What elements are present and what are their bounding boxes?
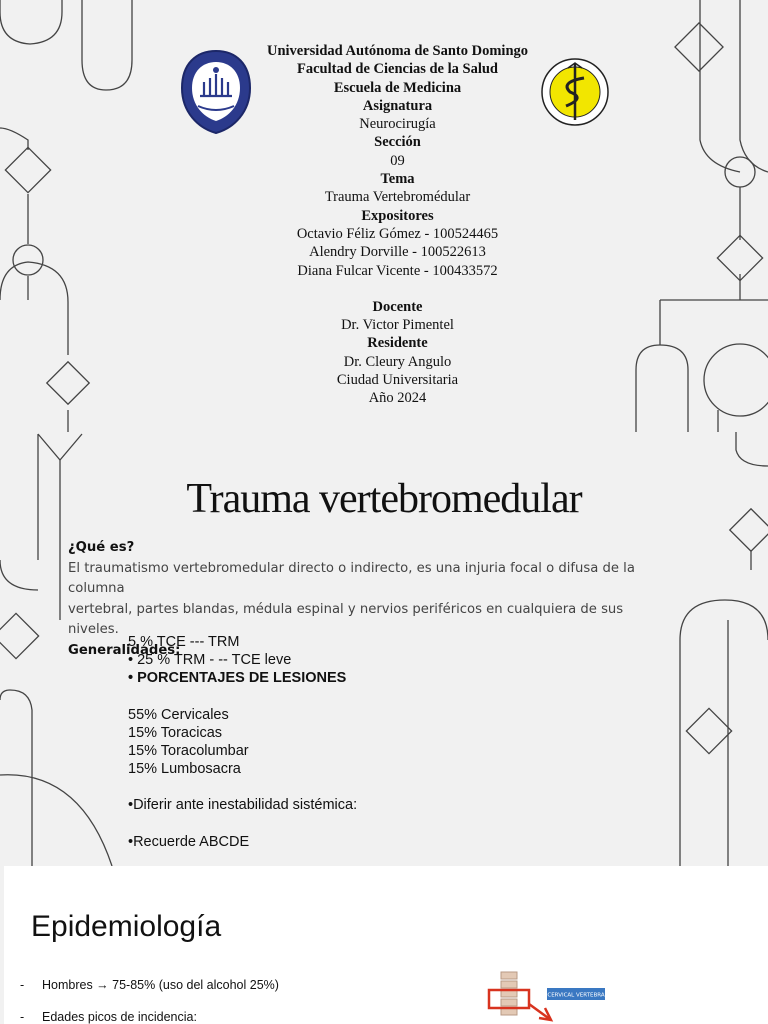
generalities-list (128, 633, 528, 851)
presenter-1: Octavio Féliz Gómez - 100524465 (296, 225, 499, 242)
presenters-label: Expositores (361, 207, 434, 224)
epidemiology-slide (4, 866, 768, 1024)
subject-label: Asignatura (362, 97, 433, 114)
university-name: Universidad Autónoma de Santo Domingo (266, 43, 529, 59)
definition-line-2: vertebral, partes blandas, médula espinal y nervios periféricos en cualquiera de sus niveles. (68, 601, 624, 637)
dash-bullet: - (20, 1010, 25, 1024)
list-item (20, 1010, 197, 1024)
presenter-3: Diana Fulcar Vicente - 100433572 (297, 262, 498, 279)
list-item: • 25 % TRM - -- TCE leve (128, 652, 292, 669)
percentage-item: 15% Lumbosacra (128, 761, 241, 778)
percentage-item: 15% Toracolumbar (128, 743, 249, 760)
percentage-item: 55% Cervicales (128, 706, 229, 723)
resident-value: Dr. Cleury Angulo (343, 353, 452, 370)
list-item: • PORCENTAJES DE LESIONES (128, 670, 347, 687)
section-value: 09 (390, 152, 405, 169)
cervical-spine-figure (459, 966, 629, 1024)
presenter-2: Alendry Dorville - 100522613 (309, 244, 486, 261)
cover-block (200, 42, 595, 408)
slide-title: Trauma vertebromedular (186, 476, 582, 522)
teacher-value: Dr. Victor Pimentel (341, 317, 454, 334)
year: Año 2024 (368, 390, 427, 407)
list-item-text: Edades picos de incidencia: (42, 1010, 197, 1024)
subject-value: Neurocirugía (359, 116, 436, 133)
list-item: 5 % TCE --- TRM (128, 634, 240, 650)
percentage-item: 15% Toracicas (128, 724, 223, 741)
topic-label: Tema (380, 171, 415, 188)
epidemiology-title: Epidemiología (31, 910, 222, 943)
topic-value: Trauma Vertebromédular (324, 189, 471, 206)
faculty-name: Facultad de Ciencias de la Salud (296, 61, 498, 78)
definition-line-1: El traumatismo vertebromedular directo o indirecto, es una injuria focal o difusa de la columna (68, 560, 635, 596)
generalities-label: Generalidades: (68, 642, 181, 658)
school-name: Escuela de Medicina (333, 79, 462, 96)
note-item: •Diferir ante inestabilidad sistémica: (128, 797, 358, 814)
dash-bullet: - (20, 978, 25, 992)
note-item: •Recuerde ABCDE (128, 833, 250, 850)
figure-label: CERVICAL VERTEBRA (547, 992, 605, 999)
city: Ciudad Universitaria (336, 372, 459, 389)
section-label: Sección (374, 134, 421, 151)
list-item (20, 978, 279, 992)
question-heading: ¿Qué es? (68, 540, 135, 555)
teacher-label: Docente (372, 298, 423, 315)
resident-label: Residente (367, 335, 428, 352)
list-item-text: Hombres → 75-85% (uso del alcohol 25%) (42, 978, 279, 992)
